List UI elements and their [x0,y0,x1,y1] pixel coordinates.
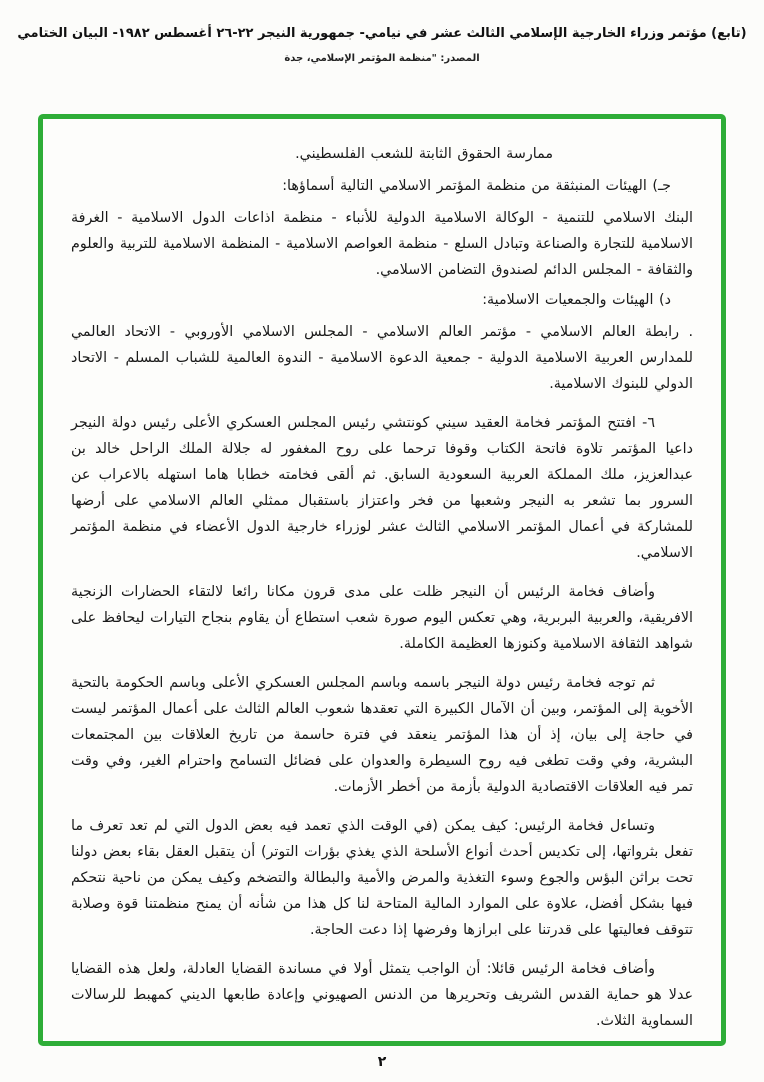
section-heading-d: د) الهيئات والجمعيات الاسلامية: [482,292,671,308]
paragraph-president-question: وتساءل فخامة الرئيس: كيف يمكن (في الوقت الذي تعمد فيه بعض الدول التي لم تعد تعرف ما تفعل بثرواتها، إلى تكديس أحدث أنواع الأسلحة الذي يغذي بؤرات التوتر) أن يتقبل العقل بقاء بعض دولنا تحت براثن البؤس والجوع وسوء التغذية والمرض والأمية والبطالة والتضخم وكيف يمكن من ناحية نتحكم فيها بشكل أفضل، علاوة على الموارد المالية المتاحة لنا كل هذا من شأنه أن يمنح منظمتنا قوة وصلابة تتوقف فعاليتها على قدرتنا على ابرازها وفرضها إذا دعت الحاجة. [71,818,693,938]
organizations-list: البنك الاسلامي للتنمية - الوكالة الاسلامية الدولية للأنباء - منظمة اذاعات الدول الاسلامية - الغرفة الاسلامية للتجارة والصناعة وتبادل السلع - منظمة العواصم الاسلامية - المنظمة الاسلامية للتربية والعلوم والثقافة - المجلس الدائم لصندوق التضامن الاسلامي. [71,210,693,278]
document-title: (تابع) مؤتمر وزراء الخارجية الإسلامي الثالث عشر في نيامي- جمهورية النيجر ٢٢-٢٦ أغسطس ١٩٨٢- البيان الختامي [17,26,747,41]
paragraph-opening-session: ٦- افتتح المؤتمر فخامة العقيد سيني كونتشي رئيس المجلس العسكري الأعلى رئيس دولة النيجر داعيا المؤتمر تلاوة فاتحة الكتاب وقوفا ترحما على روح المغفور له جلالة الملك الراحل خالد بن عبدالعزيز، ملك المملكة العربية السعودية السابق. ثم ألقى فخامته خطابا هاما استهله بالاعراب عن السرور بما تشعر به النيجر وشعبها من فخر واعتزاز باستقبال ممثلي العالم الاسلامي على أرضها للمشاركة في أعمال المؤتمر الاسلامي الثالث عشر لوزراء خارجية الدول الأعضاء في منظمة المؤتمر الاسلامي. [71,415,693,561]
document-source: المصدر: "منظمة المؤتمر الإسلامي، جدة [284,53,480,64]
page-number: ٢ [377,1054,387,1070]
paragraph-president-greeting: ثم توجه فخامة رئيس دولة النيجر باسمه وباسم المجلس العسكري الأعلى وباسم الحكومة بالتحية الأخوية إلى المؤتمر، وبين أن الآمال الكبيرة التي تعقدها شعوب العالم الثالث على أعمال المؤتمر ليست في حاجة إلى بيان، إذ أن هذا المؤتمر ينعقد في فترة حاسمة من تاريخ العلاقات بين المجتمعات البشرية، وفي وقت تطغى فيه روح السيطرة والعدوان على فضائل التسامح واحترام الغير، وفي وقت تمر فيه العلاقات الاقتصادية الدولية بأزمة من أخطر الأزمات. [71,675,693,795]
section-heading-c: جـ) الهيئات المنبثقة من منظمة المؤتمر الاسلامي التالية أسماؤها: [282,178,671,194]
paragraph-continuation: ممارسة الحقوق الثابتة للشعب الفلسطيني. [295,146,553,162]
paragraph-president-duty: وأضاف فخامة الرئيس قائلا: أن الواجب يتمثل أولا في مساندة القضايا العادلة، ولعل هذه القضايا عدلا هو حماية القدس الشريف وتحريرها من الدنس الصهيوني وإعادة طابعها الديني كمهبط للرسالات السماوية الثلاث. [71,961,693,1029]
associations-list: . رابطة العالم الاسلامي - مؤتمر العالم الاسلامي - المجلس الاسلامي الأوروبي - الاتحاد العالمي للمدارس العربية الاسلامية الدولية - جمعية الدعوة الاسلامية - الندوة العالمية للشباب المسلم - الاتحاد الدولي للبنوك الاسلامية. [71,324,693,392]
document-header [0,26,764,64]
content-border-box [38,114,726,1046]
paragraph-niger-history: وأضاف فخامة الرئيس أن النيجر ظلت على مدى قرون مكانا رائعا لالتقاء الحضارات الزنجية الافريقية، والعربية البربرية، وهي تعكس اليوم صورة شعب استطاع أن يقاوم بنجاح التيارات ليحافظ على شواهد الثقافة الاسلامية وكنوزها العظيمة الكاملة. [71,584,693,652]
